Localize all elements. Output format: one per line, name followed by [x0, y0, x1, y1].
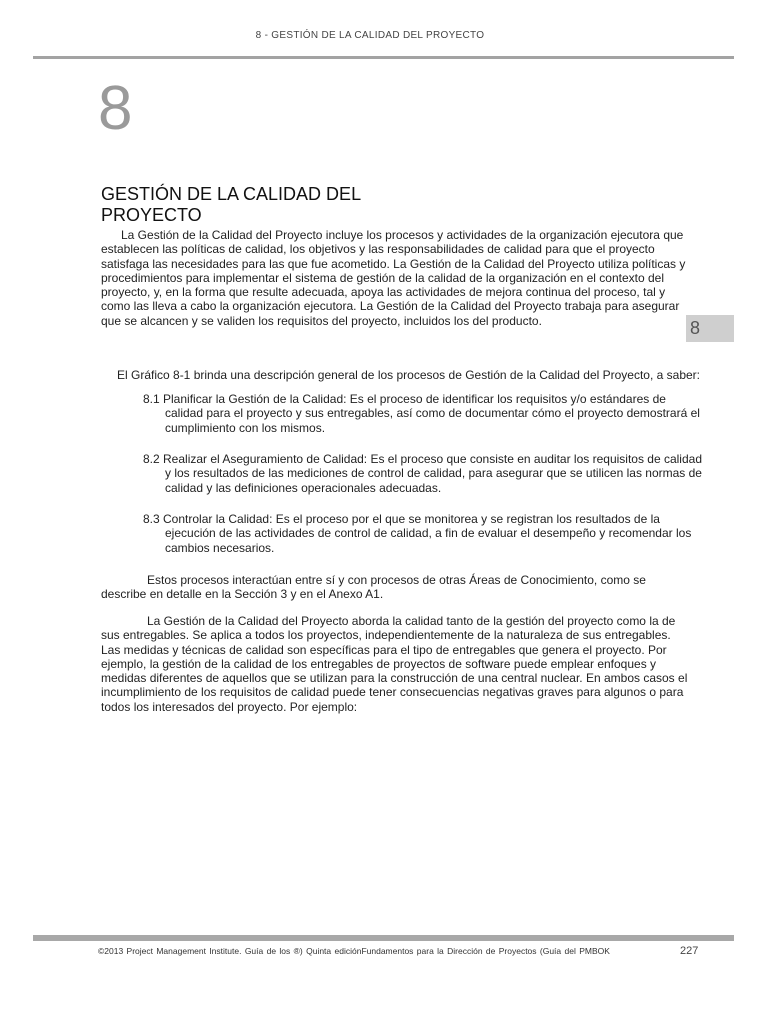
process-item-8-1: 8.1 Planificar la Gestión de la Calidad: Es el proceso de identificar los requisitos y/o estándares de calidad para el proyecto y sus entregables, así como de documentar cómo el proyecto demostrará el cumplimiento con los mismos. [143, 392, 700, 435]
graphic-intro-paragraph: El Gráfico 8-1 brinda una descripción general de los procesos de Gestión de la Calidad del Proyecto, a saber: [117, 368, 701, 382]
footer-divider [33, 935, 734, 941]
header-divider [33, 56, 734, 59]
running-header: 8 - GESTIÓN DE LA CALIDAD DEL PROYECTO [255, 30, 485, 41]
intro-paragraph: La Gestión de la Calidad del Proyecto incluye los procesos y actividades de la organización ejecutora que establecen las políticas de calidad, los objetivos y las responsabilidades de calidad para que el proyecto satisfaga las necesidades para las que fue acometido. La Gestión de la Calidad del Proyecto utiliza políticas y procedimientos para implementar el sistema de gestión de la calidad de la organización en el contexto del proyecto, y, en la forma que resulte adecuada, apoya las actividades de mejora continua del proceso, tal y como las lleva a cabo la organización ejecutora. La Gestión de la Calidad del Proyecto trabaja para asegurar que se alcancen y se validen los requisitos del proyecto, incluidos los del producto. [101, 228, 686, 328]
chapter-tab: 8 [686, 315, 734, 342]
process-item-8-2: 8.2 Realizar el Aseguramiento de Calidad: Es el proceso que consiste en auditar los requisitos de calidad y los resultados de las mediciones de control de calidad, para asegurar que se utilicen las normas de calidad y las definiciones operacionales adecuadas. [143, 452, 702, 495]
interaction-paragraph: Estos procesos interactúan entre sí y con procesos de otras Áreas de Conocimiento, como se describe en detalle en la Sección 3 y en el Anexo A1. [101, 573, 646, 602]
quality-scope-paragraph: La Gestión de la Calidad del Proyecto aborda la calidad tanto de la gestión del proyecto como la de sus entregables. Se aplica a todos los proyectos, independientemente de la naturaleza de sus entregables. Las medidas y técnicas de calidad son específicas para el tipo de entregables que genera el proyecto. Por ejemplo, la gestión de la calidad de los entregables de proyectos de software puede emplear enfoques y medidas diferentes de aquellos que se utilizan para la construcción de una central nuclear. En ambos casos el incumplimiento de los requisitos de calidad puede tener consecuencias negativas graves para algunos o para todos los interesados del proyecto. Por ejemplo: [101, 614, 688, 714]
chapter-title: GESTIÓN DE LA CALIDAD DEL PROYECTO [101, 184, 361, 225]
chapter-number: 8 [98, 74, 133, 143]
page-number: 227 [680, 945, 699, 957]
process-item-8-3: 8.3 Controlar la Calidad: Es el proceso por el que se monitorea y se registran los resultados de la ejecución de las actividades de control de calidad, a fin de evaluar el desempeño y recomendar los cambios necesarios. [143, 512, 692, 555]
footer-copyright: ©2013 Project Management Institute. Guía de los ®) Quinta ediciónFundamentos para la Dirección de Proyectos (Guía del PMBOK [98, 946, 610, 956]
